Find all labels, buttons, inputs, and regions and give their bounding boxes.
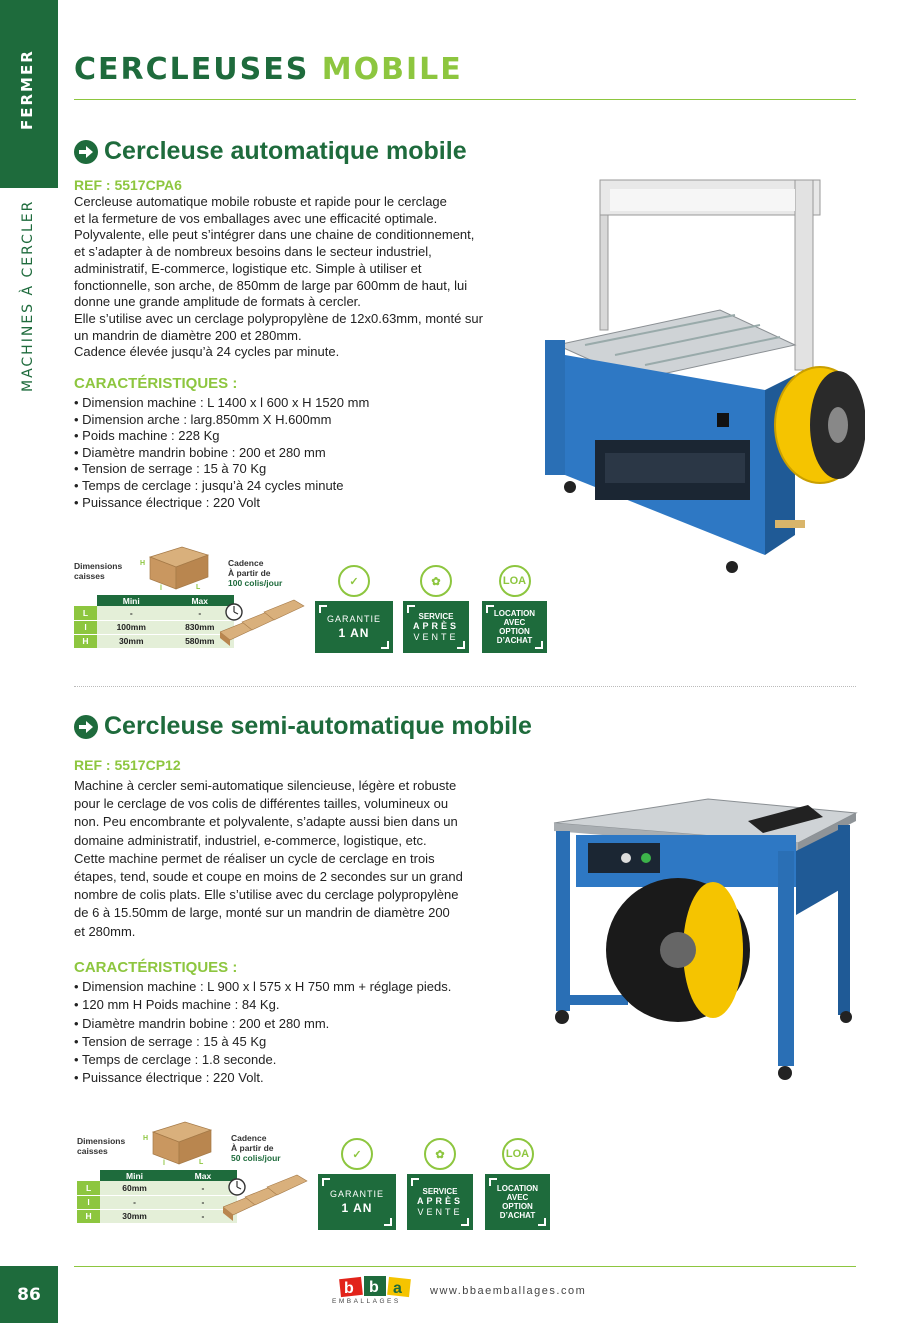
product-1-cadence: [228, 558, 328, 588]
product-2-ref: REF : 5517CP12: [74, 757, 181, 773]
badge-line: D’ACHAT: [496, 636, 533, 645]
badge-line: SERVICE: [422, 1186, 458, 1196]
badge-line: GARANTIE: [326, 613, 381, 624]
product-1-carac-title: CARACTÉRISTIQUES :: [74, 375, 238, 392]
table-row: [74, 620, 234, 634]
box-letter-L: L: [199, 1159, 204, 1166]
page-number: 86: [0, 1266, 58, 1323]
row-key: l: [74, 620, 97, 634]
description-line: Machine à cercler semi-automatique silencieuse, légère et robuste: [74, 778, 457, 793]
box-letter-L: L: [196, 584, 201, 591]
badge-line: GARANTIE: [329, 1188, 384, 1199]
badge-line: VENTE: [417, 1206, 463, 1217]
description-line: étapes, tend, soude et coupe en moins de 2 secondes sur un grand: [74, 869, 463, 885]
wrench-icon: ✿: [420, 565, 452, 597]
carac-item: • Poids machine : 228 Kg: [74, 428, 369, 445]
arrow-right-icon: [74, 140, 98, 164]
carac-item: • Diamètre mandrin bobine : 200 et 280 mm.: [74, 1015, 451, 1033]
table-corner: [77, 1170, 100, 1181]
row-key: l: [77, 1195, 100, 1209]
box-letter-l: l: [160, 585, 162, 591]
svg-text:b: b: [344, 1280, 354, 1297]
carac-item: • Temps de cerclage : jusqu’à 24 cycles minute: [74, 478, 369, 495]
column-header-max: Max: [169, 1170, 237, 1181]
product-1-carac-list: [74, 395, 369, 511]
product-1-image: [535, 175, 865, 585]
cadence-line: À partir de: [231, 1143, 274, 1153]
website-url: www.bbaemballages.com: [430, 1285, 587, 1297]
product-2-carac-title: CARACTÉRISTIQUES :: [74, 959, 238, 976]
service-box: [407, 1174, 473, 1230]
product-2-title: [74, 712, 532, 741]
cadence-rate: 50 colis/jour: [231, 1153, 281, 1163]
description-line: Cadence élevée jusqu’à 24 cycles par minute.: [74, 344, 340, 360]
description-line: non. Peu encombrante et polyvalente, s’adapte aussi bien dans un: [74, 814, 458, 830]
product-1-ref: REF : 5517CPA6: [74, 177, 182, 193]
table-row: [77, 1195, 237, 1209]
box-icon: [136, 545, 216, 591]
description-line: fonctionnelle, son arche, de 850mm de large par 600mm de haut, lui: [74, 277, 468, 293]
page-title: [74, 52, 463, 87]
description-line: un mandrin de diamètre 200 et 280mm.: [74, 327, 302, 343]
cell-max: -: [169, 1181, 237, 1195]
footer-divider: [74, 1266, 856, 1267]
box-letter-l: l: [163, 1160, 165, 1166]
product-2-garantie-badge: [318, 1138, 396, 1230]
carac-item: • 120 mm H Poids machine : 84 Kg.: [74, 996, 451, 1014]
table-row: [77, 1209, 237, 1223]
title-divider: [74, 99, 856, 100]
dimensions-label: [77, 1136, 125, 1156]
carac-item: • Temps de cerclage : 1.8 seconde.: [74, 1051, 451, 1069]
garantie-box: [318, 1174, 396, 1230]
cadence-label: [231, 1133, 331, 1163]
column-header-max: Max: [165, 595, 234, 606]
cell-max: 580mm: [165, 634, 234, 648]
badge-line: AVEC: [503, 618, 526, 627]
dimensions-label: [74, 561, 122, 581]
badge-line: LOCATION: [496, 1184, 539, 1193]
product-1-title-text: Cercleuse automatique mobile: [104, 137, 467, 165]
checkmark-icon: ✓: [338, 565, 370, 597]
badge-line: 1 AN: [341, 1200, 373, 1215]
loa-box: [482, 601, 547, 653]
row-key: H: [74, 634, 97, 648]
side-tab: [0, 0, 58, 188]
dimensions-label-line: Dimensions: [74, 561, 123, 571]
row-key: L: [77, 1181, 100, 1195]
page-title-part2: MOBILE: [321, 52, 463, 87]
table-corner: [74, 595, 97, 606]
cell-mini: 60mm: [100, 1181, 169, 1195]
table-row: [77, 1181, 237, 1195]
cadence-rate: 100 colis/jour: [228, 578, 283, 588]
badge-line: LOCATION: [493, 609, 536, 618]
arrow-right-icon: [74, 715, 98, 739]
clock-parcels-icon: [223, 1169, 309, 1221]
cell-max: -: [169, 1195, 237, 1209]
cadence-line: Cadence: [228, 558, 264, 568]
description-line: de 6 à 15.50mm de large, monté sur un mandrin de diamètre 200: [74, 905, 450, 921]
cell-mini: 100mm: [97, 620, 165, 634]
cell-mini: 30mm: [100, 1209, 169, 1223]
carac-item: • Puissance électrique : 220 Volt.: [74, 1069, 451, 1087]
description-line: administratif, E-commerce, logistique etc. Simple à utiliser et: [74, 260, 422, 276]
description-line: pour le cerclage de vos colis de différentes tailles, volumineux ou: [74, 796, 449, 812]
column-header-mini: Mini: [97, 595, 165, 606]
product-2-loa-badge: [485, 1138, 550, 1230]
cell-mini: -: [100, 1195, 169, 1209]
badge-line: APRÈS: [416, 1195, 463, 1206]
badge-line: OPTION: [502, 1202, 533, 1211]
badge-line: VENTE: [413, 631, 459, 642]
carac-item: • Dimension machine : L 900 x l 575 x H 750 mm + réglage pieds.: [74, 978, 451, 996]
dimensions-table: [77, 1170, 237, 1224]
garantie-box: [315, 601, 393, 653]
cadence-line: Cadence: [231, 1133, 267, 1143]
product-2-carac-list: [74, 978, 451, 1088]
product-2-title-text: Cercleuse semi-automatique mobile: [104, 712, 532, 740]
badge-line: SERVICE: [418, 611, 454, 621]
loa-box: [485, 1174, 550, 1230]
product-1-service-badge: [403, 565, 469, 653]
logo-tagline: EMBALLAGES: [332, 1298, 401, 1305]
carac-item: • Tension de serrage : 15 à 70 Kg: [74, 461, 369, 478]
column-header-mini: Mini: [100, 1170, 169, 1181]
cell-max: 830mm: [165, 620, 234, 634]
product-2-service-badge: [407, 1138, 473, 1230]
carac-item: • Dimension arche : larg.850mm X H.600mm: [74, 412, 369, 429]
svg-text:a: a: [393, 1280, 402, 1297]
side-tab-label: FERMER: [18, 49, 36, 130]
wrench-icon: ✿: [424, 1138, 456, 1170]
badge-line: D’ACHAT: [499, 1211, 536, 1220]
carac-item: • Tension de serrage : 15 à 45 Kg: [74, 1033, 451, 1051]
cadence-label: [228, 558, 328, 588]
loa-icon: LOA: [502, 1138, 534, 1170]
table-row: [74, 606, 234, 620]
description-line: et 280mm.: [74, 923, 136, 939]
clock-parcels-icon: [220, 594, 306, 646]
badge-line: OPTION: [499, 627, 530, 636]
badge-line: AVEC: [506, 1193, 529, 1202]
description-line: nombre de colis plats. Elle s’utilise avec du cerclage polypropylène: [74, 887, 459, 903]
section-divider: [74, 686, 856, 687]
cell-mini: -: [97, 606, 165, 620]
page-title-part1: CERCLEUSES: [74, 52, 310, 87]
product-1-loa-badge: [482, 565, 547, 653]
badge-line: APRÈS: [412, 620, 459, 631]
table-row: [74, 634, 234, 648]
dimensions-label-line: caisses: [77, 1146, 108, 1156]
dimensions-label-line: Dimensions: [77, 1136, 126, 1146]
svg-text:b: b: [369, 1279, 379, 1296]
badge-line: 1 AN: [338, 625, 370, 640]
box-letter-h: H: [140, 560, 146, 567]
carac-item: • Diamètre mandrin bobine : 200 et 280 mm: [74, 445, 369, 462]
product-2-description: [74, 777, 514, 941]
description-line: et s’adapter à de nombreux besoins dans le secteur industriel,: [74, 244, 432, 260]
row-key: L: [74, 606, 97, 620]
product-1-title: [74, 137, 467, 166]
product-1-description: [74, 194, 504, 361]
product-1-garantie-badge: [315, 565, 393, 653]
box-icon: [139, 1120, 219, 1166]
cell-max: -: [165, 606, 234, 620]
description-line: Cette machine permet de réaliser un cycle de cerclage en trois: [74, 850, 435, 866]
carac-item: • Puissance électrique : 220 Volt: [74, 495, 369, 512]
description-line: Elle s’utilise avec un cerclage polypropylène de 12x0.63mm, monté sur: [74, 310, 483, 326]
description-line: domaine administratif, industriel, e-commerce, logistique, etc.: [74, 832, 427, 848]
dimensions-table: [74, 595, 234, 649]
description-line: et la fermeture de vos emballages avec une efficacité optimale.: [74, 210, 438, 226]
dimensions-label-line: caisses: [74, 571, 105, 581]
loa-icon: LOA: [499, 565, 531, 597]
cell-max: -: [169, 1209, 237, 1223]
category-label: MACHINES À CERCLER: [20, 199, 36, 392]
product-2-cadence: [231, 1133, 331, 1163]
carac-item: • Dimension machine : L 1400 x l 600 x H 1520 mm: [74, 395, 369, 412]
description-line: Cercleuse automatique mobile robuste et rapide pour le cerclage: [74, 194, 447, 209]
description-line: Polyvalente, elle peut s’intégrer dans une chaine de conditionnement,: [74, 227, 475, 243]
box-letter-h: H: [143, 1135, 149, 1142]
description-line: donne une grande amplitude de formats à cercler.: [74, 294, 361, 310]
service-box: [403, 601, 469, 653]
row-key: H: [77, 1209, 100, 1223]
cell-mini: 30mm: [97, 634, 165, 648]
product-2-image: [548, 795, 860, 1085]
checkmark-icon: ✓: [341, 1138, 373, 1170]
cadence-line: À partir de: [228, 568, 271, 578]
